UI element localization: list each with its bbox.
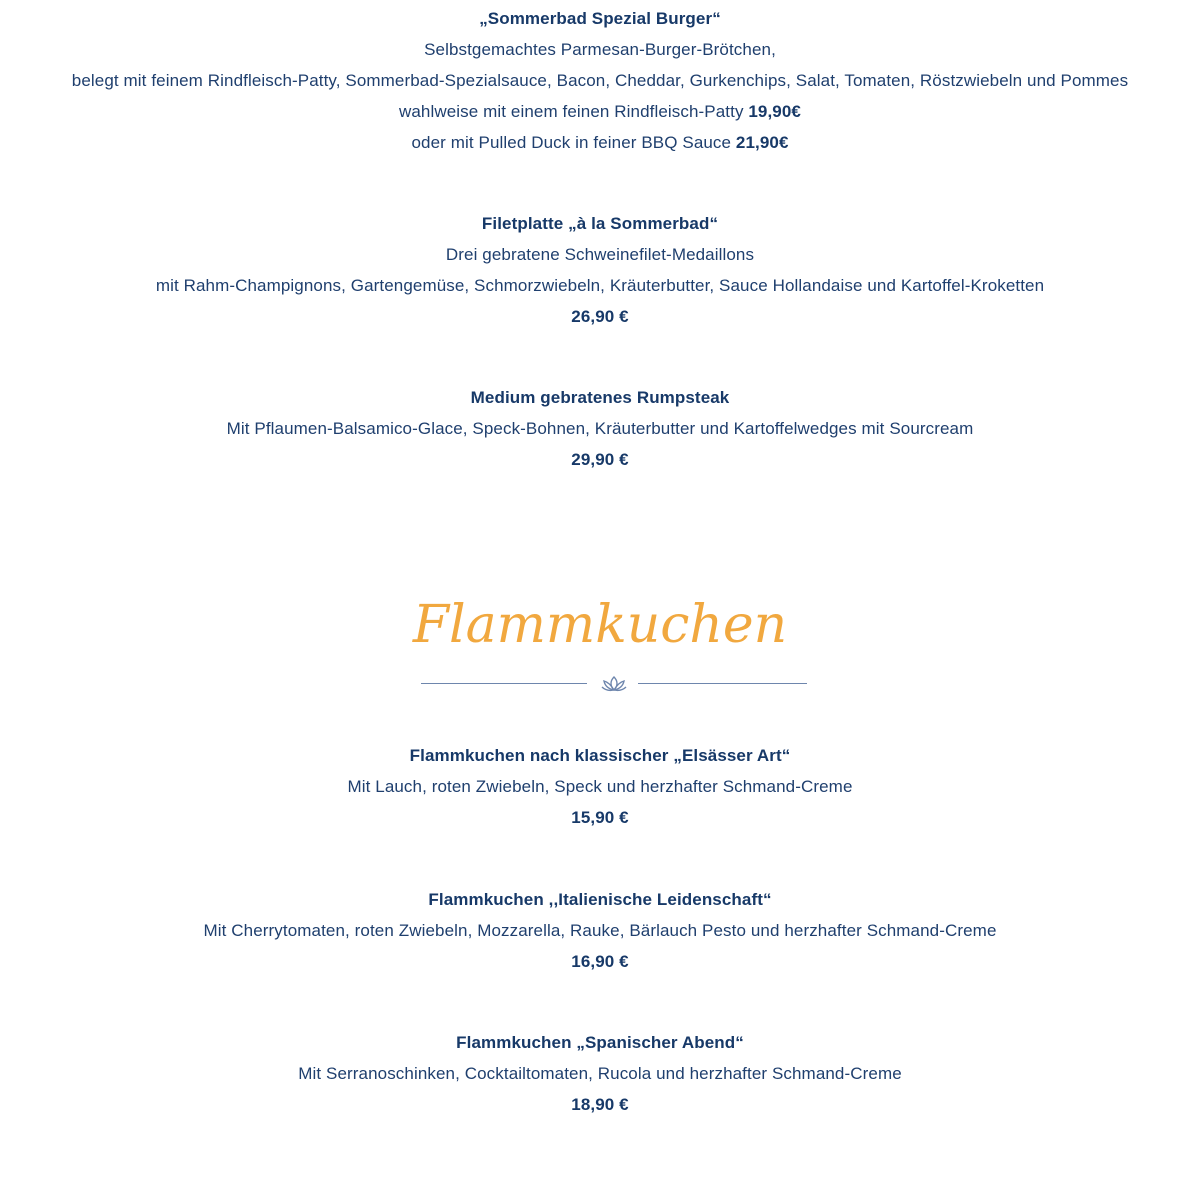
menu-item-description: Mit Pflaumen-Balsamico-Glace, Speck-Bohnen, Kräuterbutter und Kartoffelwedges mit Sourcream <box>226 419 974 438</box>
menu-item-description: Mit Cherrytomaten, roten Zwiebeln, Mozzarella, Rauke, Bärlauch Pesto und herzhafter Schmand-Creme <box>203 921 997 940</box>
divider-rule <box>421 683 587 684</box>
menu-item-title: Medium gebratenes Rumpsteak <box>470 388 730 407</box>
menu-item-option <box>0 127 1200 158</box>
menu-item-price: 15,90 € <box>571 808 629 827</box>
menu-item <box>0 1027 1200 1120</box>
menu-item-title: Flammkuchen ,,Italienische Leidenschaft“ <box>428 890 772 909</box>
section-heading: Flammkuchen <box>412 595 788 655</box>
option-text: oder mit Pulled Duck in feiner BBQ Sauce <box>411 133 736 152</box>
menu-item-description: Drei gebratene Schweinefilet-Medaillons <box>445 245 755 264</box>
option-text: wahlweise mit einem feinen Rindfleisch-Patty <box>399 102 749 121</box>
divider-rule <box>638 683 807 684</box>
menu-item-description: mit Rahm-Champignons, Gartengemüse, Schmorzwiebeln, Kräuterbutter, Sauce Hollandaise und Kartoffel-Kroketten <box>155 276 1045 295</box>
menu-item <box>0 740 1200 833</box>
menu-item-description: Selbstgemachtes Parmesan-Burger-Brötchen, <box>424 40 776 59</box>
menu-item <box>0 884 1200 977</box>
option-price: 21,90€ <box>735 133 789 152</box>
menu-item-description: belegt mit feinem Rindfleisch-Patty, Sommerbad-Spezialsauce, Bacon, Cheddar, Gurkenchips, Salat, Tomaten, Röstzwiebeln und Pommes <box>71 71 1129 90</box>
menu-item <box>0 3 1200 158</box>
menu-item-price: 18,90 € <box>571 1095 629 1114</box>
menu-item-title: Flammkuchen nach klassischer „Elsässer Art“ <box>409 746 791 765</box>
menu-item-price: 26,90 € <box>571 307 629 326</box>
menu-item-description: Mit Lauch, roten Zwiebeln, Speck und herzhafter Schmand-Creme <box>347 777 853 796</box>
option-price: 19,90€ <box>748 102 801 121</box>
menu-item-option <box>0 96 1200 127</box>
menu-item-title: „Sommerbad Spezial Burger“ <box>479 9 721 28</box>
menu-item-price: 16,90 € <box>571 952 629 971</box>
menu-item-price: 29,90 € <box>571 450 629 469</box>
menu-item-description: Mit Serranoschinken, Cocktailtomaten, Rucola und herzhafter Schmand-Creme <box>298 1064 902 1083</box>
lotus-ornament-icon <box>599 674 629 694</box>
menu-item-title: Flammkuchen „Spanischer Abend“ <box>456 1033 744 1052</box>
menu-item-title: Filetplatte „à la Sommerbad“ <box>481 214 719 233</box>
menu-item <box>0 382 1200 475</box>
section-divider <box>421 672 807 696</box>
menu-item <box>0 208 1200 332</box>
